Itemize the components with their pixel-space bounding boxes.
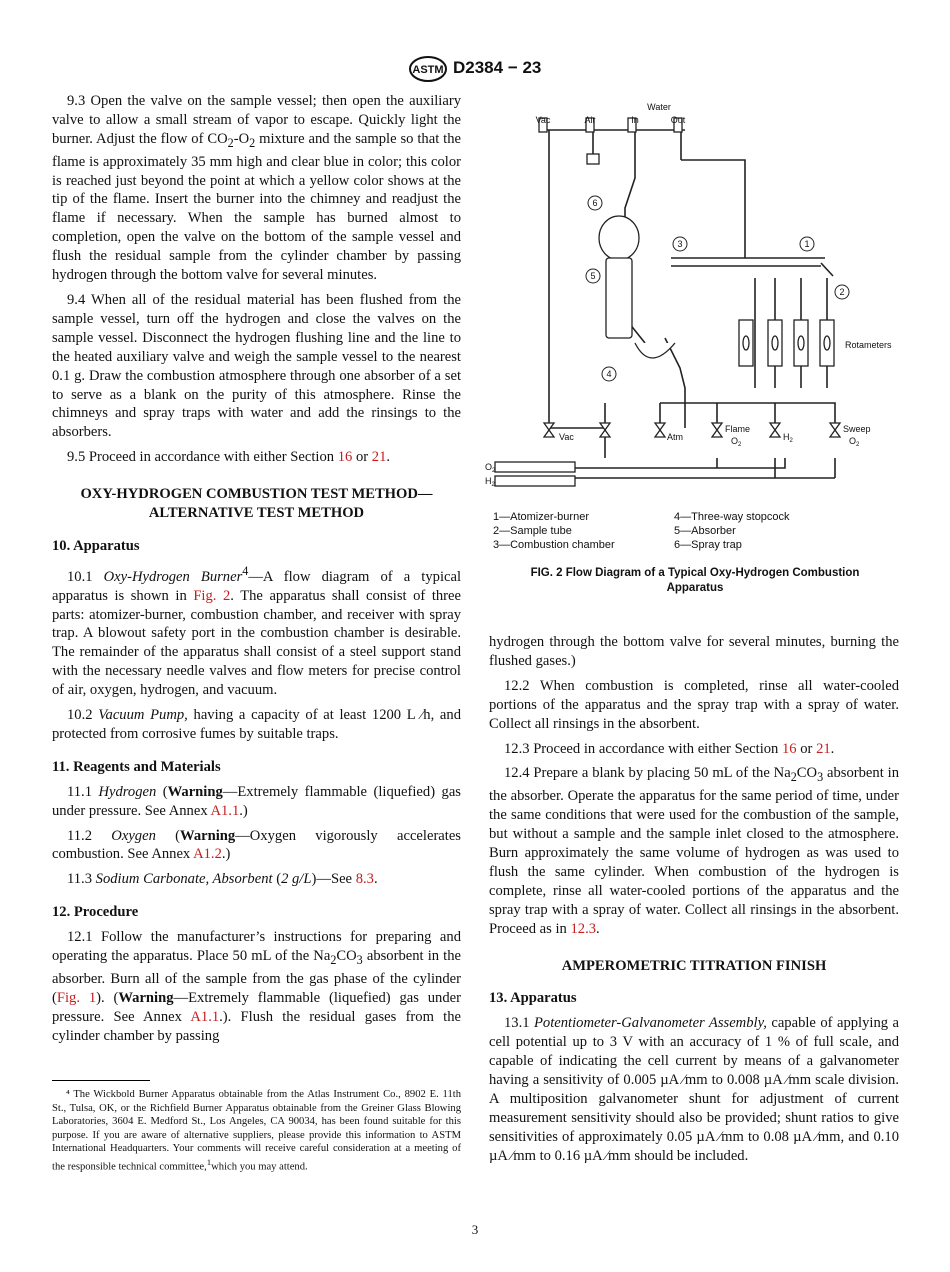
legend-item: 4—Three-way stopcock [674,511,790,523]
link-annex-a1-1[interactable]: A1.1 [210,802,240,819]
link-fig-1[interactable]: Fig. 1 [56,989,97,1006]
label-atm-valve: Atm [667,432,684,442]
label-flame-o2: $O_2$ [731,436,742,448]
label-out: Out [670,115,686,125]
link-section-8-3[interactable]: 8.3 [355,871,374,888]
label-inlet-h2: $H_2$ [485,476,495,488]
callout-6: 6 [592,198,598,208]
paragraph-13-1: 13.1 Potentiometer-Galvanometer Assembly, capable of applying a cell potential up to 3 V with an accuracy of 1 % of full scale, and capable of indicating the cell current by means of a galvanometer having a sensitivity of 0.005 µA ⁄mm to 0.008 µA ⁄mm scale division. A multiposition galvanometer shunt for adjustment of current measurement sensitivity should also be provided; shunt ratios to give sensitivities of approximately 0.05 µA ⁄mm to 0.08 µA ⁄mm, and 0.10 µA ⁄mm to 0.16 µA ⁄mm should be included. [489,1015,899,1164]
link-section-16[interactable]: 16 [337,449,353,466]
legend-item: 3—Combustion chamber [493,539,615,551]
paragraph-12-4: 12.4 Prepare a blank by placing 50 mL of the $Na_2CO_3$ absorbent in the absorber. Operate the apparatus for the same period of time, under the same conditions that were used for the combustion of the sample, but without a sample and the sample inlet closed to the atmosphere. Burn approximately the same volume of hydrogen as was used to flush the same cylinder. When combustion of the hydrogen is complete, rinse all water-cooled portions of the apparatus and the spray trap with a spray of water. Collect all rinsings in the absorbent. Proceed as in 12.3. [489,765,899,937]
page-number: 3 [471,1222,479,1237]
label-h2-valve: $H_2$ [783,432,793,444]
link-fig-2[interactable]: Fig. 2 [193,587,231,604]
amperometric-heading: AMPEROMETRIC TITRATION FINISH [561,957,827,974]
svg-text:ASTM: ASTM [412,64,444,76]
paragraph-9-4: 9.4 When all of the residual material has been flushed from the sample vessel, turn off the hydrogen and close the valves on the sample vessel. Disconnect the hydrogen flushing line and the line to the heated auxiliary valve and weigh the sample vessel to the nearest 0.1 g. Draw the combustion atmosphere through one absorber of a set to serve as a blank on the purity of this atmosphere. Rinse the chimneys and spray traps with water and add the rinsings to the absorbers. [52,291,461,441]
paragraph-12-2: 12.2 When combustion is completed, rinse all water-cooled portions of the apparatus and the spray trap with a spray of water. Collect all rinsings in the absorbent. [489,677,899,732]
label-air: Air [584,115,596,125]
label-sweep-o2: $O_2$ [849,436,860,448]
astm-logo-icon [408,56,448,82]
label-vac-top: Vac [535,115,551,125]
paragraph-9-3: 9.3 Open the valve on the sample vessel; then open the auxiliary valve to allow a small stream of vapor to escape. Quickly light the burner. Adjust the flow of $CO_2-O_2$ mixture and the sample so that the flame is approximately 35 mm high and clear blue in color; this color is reached just beyond the point at which a yellow color shows at the tip of the flame. Insert the burner into the chimney and readjust the flame if necessary. When the sample has burned almost to completion, open the valve on the bottom of the sample vessel and flush the residual sample from the cylinder chamber by passing hydrogen through the bottom valve for several minutes. [52,93,461,284]
callout-3: 3 [677,239,683,249]
paragraph-9-5: 9.5 Proceed in accordance with either Section 16 or 21. [67,449,391,466]
paragraph-11-2: 11.2 Oxygen (Warning—Oxygen vigorously accelerates combustion. See Annex A1.2.) [52,827,461,863]
callout-1: 1 [804,239,810,249]
document-id: D2384 − 23 [453,58,542,77]
callout-5: 5 [590,271,596,281]
flow-diagram [485,98,905,518]
link-section-21[interactable]: 21 [371,449,387,466]
callout-2: 2 [839,287,845,297]
section-10-heading: 10. Apparatus [52,537,140,554]
paragraph-12-1-continued: hydrogen through the bottom valve for several minutes, burning the flushed gases.) [489,634,899,669]
label-water: Water [647,102,671,112]
section-12-heading: 12. Procedure [52,904,139,921]
label-sweep-valve: Sweep [843,424,871,434]
paragraph-10-2: 10.2 Vacuum Pump, having a capacity of at least 1200 L ⁄h, and protected from corrosive fumes by suitable traps. [52,707,461,742]
paragraph-12-3: 12.3 Proceed in accordance with either Section 16 or 21. [504,740,835,757]
label-flame-valve: Flame [725,424,751,434]
legend-item: 6—Spray trap [674,539,742,551]
callout-4: 4 [606,369,612,379]
link-annex-a1-2[interactable]: A1.2 [193,846,222,863]
label-inlet-o2: $O_2$ [485,462,496,474]
footnote-4: ⁴ The Wickbold Burner Apparatus obtainable from the Atlas Instrument Co., 8902 E. 11th St., Tulsa, OK, or the Richfield Burner Apparatus obtainable from the Greiner Glass Blowing Laboratories, 3604 E. Medford St., Los Angeles, CA 90034, has been found suitable for this purpose. If you are aware of alternative suppliers, please provide this information to ASTM International Headquarters. Your comments will receive careful consideration at a meeting of the responsible technical committee,$^1$which you may attend. [52,1089,461,1173]
link-annex-a1-1-b[interactable]: A1.1 [190,1008,220,1025]
paragraph-10-1: 10.1 Oxy-Hydrogen Burner$^4$—A flow diagram of a typical apparatus is shown in Fig. 2. The apparatus shall consist of three parts: atomizer-burner, combustion chamber, and receiver with spray trap. A blowout safety port in the combustion chamber is desirable. The remainder of the apparatus shall consist of a steel support stand with the necessary needle valves and flow meters for precise control of air, oxygen, hydrogen, and vacuum. [52,563,462,699]
link-section-21-b[interactable]: 21 [816,740,831,757]
paragraph-12-1: 12.1 Follow the manufacturer’s instructions for preparing and operating the apparatus. Place 50 mL of the $Na_2CO_3$ absorbent in the absorber. Burn all of the sample from the gas phase of the cylinder (Fig. 1). (Warning—Extremely flammable (liquefied) gas under pressure. See Annex A1.1.). Flush the residual gases from the cylinder chamber by passing [52,929,462,1044]
right-column [489,633,899,1172]
method-heading: OXY-HYDROGEN COMBUSTION TEST METHOD— ALTERNATIVE TEST METHOD [80,486,433,522]
footnote-divider [52,1080,150,1081]
section-13-heading: 13. Apparatus [489,990,577,1007]
legend-item: 5—Absorber [674,525,736,537]
page-header [0,56,950,84]
link-section-12-3[interactable]: 12.3 [570,920,597,937]
figure-caption: FIG. 2 Flow Diagram of a Typical Oxy-Hydrogen Combustion Apparatus [530,567,860,594]
label-rotameters: Rotameters [845,340,892,350]
section-11-heading: 11. Reagents and Materials [52,758,221,775]
legend-item: 2—Sample tube [493,525,572,537]
legend-item: 1—Atomizer-burner [493,511,589,523]
left-column [52,92,461,1052]
paragraph-11-3: 11.3 Sodium Carbonate, Absorbent (2 g/L)—See 8.3. [67,871,378,888]
label-vac-valve: Vac [559,432,574,442]
label-in: In [631,115,639,125]
paragraph-11-1: 11.1 Hydrogen (Warning—Extremely flammable (liquefied) gas under pressure. See Annex A1.1.) [52,783,461,819]
link-section-16-b[interactable]: 16 [782,740,797,757]
